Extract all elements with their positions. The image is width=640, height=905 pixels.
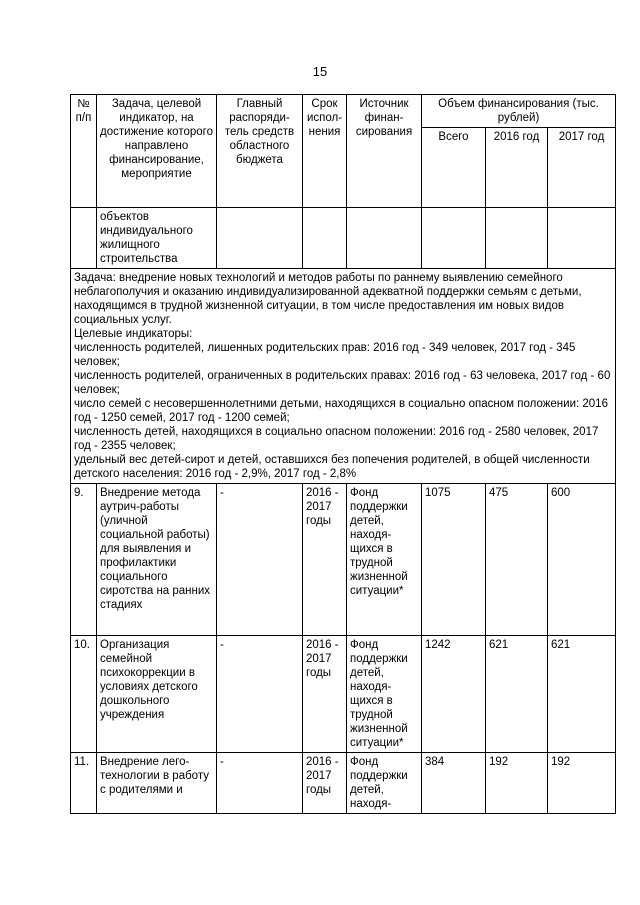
row-term: 2016 - 2017 годы (303, 484, 347, 636)
task-indicators-heading: Целевые индикаторы: (74, 328, 193, 340)
header-term: Срок испол-нения (303, 95, 347, 208)
continuation-row (71, 208, 616, 269)
table-header-row (71, 95, 616, 128)
row-distributor: - (217, 636, 303, 753)
row-2016: 192 (486, 753, 548, 814)
row-total: 1242 (422, 636, 486, 753)
row-name: Внедрение лего-технологии в работу с родителями и (97, 753, 217, 814)
task-description (71, 269, 616, 484)
row-2017: 621 (548, 636, 616, 753)
header-total: Всего (422, 128, 486, 208)
header-2017: 2017 год (548, 128, 616, 208)
table-row (71, 636, 616, 753)
row-total: 1075 (422, 484, 486, 636)
row-source: Фонд поддержки детей, находя-щихся в трудной жизненной ситуации* (347, 484, 422, 636)
header-2016: 2016 год (486, 128, 548, 208)
row-name: Внедрение метода аутрич-работы (уличной социальной работы) для выявления и профилактики социального сиротства на ранних стадиях (97, 484, 217, 636)
header-distributor: Главный распоряди-тель средств областного бюджета (217, 95, 303, 208)
header-num: № п/п (71, 95, 97, 208)
header-task: Задача, целевой индикатор, на достижение которого направлено финансирование, мероприятие (97, 95, 217, 208)
row-total: 384 (422, 753, 486, 814)
row-distributor: - (217, 753, 303, 814)
task-indicator: численность родителей, ограниченных в родительских правах: 2016 год - 63 человека, 2017 год - 60 человек; (74, 370, 611, 396)
row-distributor: - (217, 484, 303, 636)
task-indicator: численность детей, находящихся в социально опасном положении: 2016 год - 2580 человек, 2017 год - 2355 человек; (74, 426, 599, 452)
header-source: Источник финан-сирования (347, 95, 422, 208)
row-name: Организация семейной психокоррекции в условиях детского дошкольного учреждения (97, 636, 217, 753)
row-2016: 475 (486, 484, 548, 636)
row-2017: 600 (548, 484, 616, 636)
page-number: 15 (312, 64, 328, 79)
row-term: 2016 - 2017 годы (303, 753, 347, 814)
row-term: 2016 - 2017 годы (303, 636, 347, 753)
task-row (71, 269, 616, 484)
row-source: Фонд поддержки детей, находя- (347, 753, 422, 814)
header-funding: Объем финансирования (тыс. рублей) (422, 95, 616, 128)
task-indicator: численность родителей, лишенных родительских прав: 2016 год - 349 человек, 2017 год - 345 человек; (74, 342, 576, 368)
table-row (71, 753, 616, 814)
task-indicator: удельный вес детей-сирот и детей, оставшихся без попечения родителей, в общей численности детского населения: 2016 год - 2,9%, 2017 год - 2,8% (74, 454, 590, 480)
row-2016: 621 (486, 636, 548, 753)
row-num: 10. (71, 636, 97, 753)
task-indicator: число семей с несовершеннолетними детьми, находящихся в социально опасном положении: 2016 год - 1250 семей, 2017 год - 1200 семей; (74, 398, 608, 424)
continuation-text: объектов индивидуального жилищного строительства (97, 208, 217, 269)
table-row (71, 484, 616, 636)
funding-table (70, 94, 616, 814)
row-num: 11. (71, 753, 97, 814)
row-2017: 192 (548, 753, 616, 814)
row-source: Фонд поддержки детей, находя-щихся в трудной жизненной ситуации* (347, 636, 422, 753)
row-num: 9. (71, 484, 97, 636)
task-statement: Задача: внедрение новых технологий и методов работы по раннему выявлению семейного неблагополучия и оказанию индивидуализированной адекватной поддержки семьям с детьми, находящимся в трудной жизненной ситуации, в том числе предоставления им новых видов социальных услуг. (74, 272, 582, 326)
